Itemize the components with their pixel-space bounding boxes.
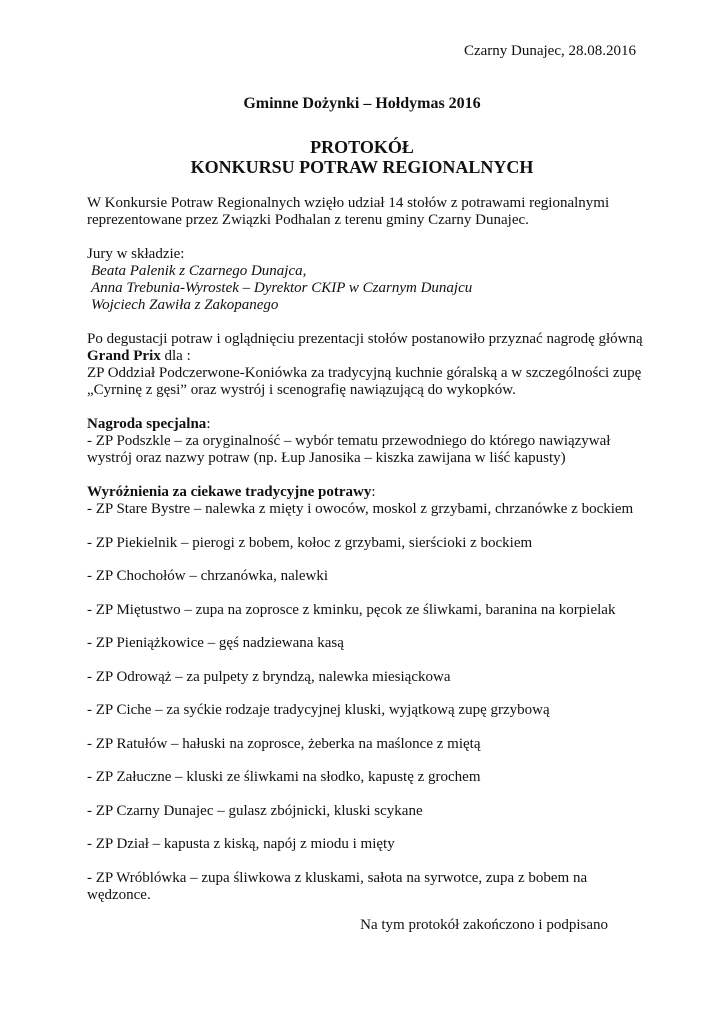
jury-member-1: Beata Palenik z Czarnego Dunajca,: [91, 263, 307, 279]
distinction-item-czarny-dunajec: - ZP Czarny Dunajec – gulasz zbójnicki, kluski scykane: [87, 802, 423, 819]
document-title-line-2: KONKURSU POTRAW REGIONALNYCH: [190, 157, 534, 177]
distinction-item-mietustwo: - ZP Miętustwo – zupa na zoprosce z kminku, pęcok ze śliwkami, baranina na korpielak: [87, 601, 616, 618]
document-date: Czarny Dunajec, 28.08.2016: [463, 43, 636, 59]
special-award-heading-line: [87, 416, 643, 433]
document-title: [0, 137, 724, 177]
grand-prix-section: [87, 331, 643, 399]
grand-prix-line-2: [87, 348, 643, 365]
grand-prix-label: Grand Prix: [87, 348, 161, 364]
distinction-item-odrowaz: - ZP Odrowąż – za pulpety z bryndzą, nalewka miesiąckowa: [87, 668, 451, 685]
distinction-item-stare-bystre: - ZP Stare Bystre – nalewka z mięty i owoców, moskol z grzybami, chrzanówke z bockiem: [87, 501, 634, 517]
distinctions-heading-suffix: :: [371, 484, 376, 500]
special-award-line-1: - ZP Podszkle – za oryginalność – wybór tematu przewodniego do którego nawiązywał: [87, 433, 611, 449]
distinction-item-dzial: - ZP Dział – kapusta z kiską, napój z miodu i mięty: [87, 836, 395, 852]
distinction-item-wroblowka-line-2: wędzonce.: [87, 886, 151, 903]
intro-line-2: reprezentowane przez Związki Podhalan z terenu gminy Czarny Dunajec.: [87, 212, 529, 228]
special-award-line-2: wystrój oraz nazwy potraw (np. Łup Janosika – kiszka zawijana w liść kapusty): [87, 450, 566, 466]
grand-prix-line-4: „Cyrninę z gęsi” oraz wystrój i scenografię nawiązującą do wykopków.: [87, 382, 516, 398]
distinction-item-zaluczne: - ZP Załuczne – kluski ze śliwkami na słodko, kapustę z grochem: [87, 769, 481, 785]
grand-prix-line-1: Po degustacji potraw i oglądnięciu prezentacji stołów postanowiło przyznać nagrodę główną: [87, 331, 643, 347]
grand-prix-line-3: ZP Oddział Podczerwone-Koniówka za tradycyjną kuchnie góralską a w szczególności zupę: [87, 365, 642, 381]
distinction-item-wroblowka-line-1: - ZP Wróblówka – zupa śliwkowa z kluskami, sałota na syrwotce, zupa z bobem na: [87, 869, 588, 886]
distinctions-section: [87, 484, 643, 904]
document-title-line-1: PROTOKÓŁ: [310, 137, 414, 157]
distinctions-heading-line: [87, 484, 643, 501]
distinction-item-chocholow: - ZP Chochołów – chrzanówka, nalewki: [87, 568, 329, 584]
intro-line-1: W Konkursie Potraw Regionalnych wzięło udział 14 stołów z potrawami regionalnymi: [87, 195, 610, 211]
distinction-item-ciche: - ZP Ciche – za syćkie rodzaje tradycyjnej kluski, wyjątkową zupę grzybową: [87, 702, 550, 718]
grand-prix-label-suffix: dla :: [160, 348, 191, 364]
distinction-item-pieniazkowice: - ZP Pieniążkowice – gęś nadziewana kasą: [87, 635, 344, 651]
closing-statement: Na tym protokół zakończono i podpisano: [360, 917, 608, 933]
jury-member-2: Anna Trebunia-Wyrostek – Dyrektor CKIP w Czarnym Dunajcu: [91, 280, 473, 296]
distinction-item-ratulow: - ZP Ratułów – hałuski na zoprosce, żeberka na maślonce z miętą: [87, 735, 481, 752]
intro-paragraph: [87, 195, 643, 229]
document-body: [87, 195, 643, 904]
jury-heading: Jury w składzie:: [87, 246, 185, 262]
special-award-heading-suffix: :: [206, 416, 211, 432]
special-award-heading: Nagroda specjalna: [87, 416, 207, 432]
distinction-item-piekielnik: - ZP Piekielnik – pierogi z bobem, kołoc z grzybami, sierścioki z bockiem: [87, 534, 533, 551]
event-title: Gminne Dożynki – Hołdymas 2016: [243, 95, 481, 112]
special-award-section: [87, 416, 643, 467]
jury-member-3: Wojciech Zawiła z Zakopanego: [91, 297, 279, 313]
distinctions-heading: Wyróżnienia za ciekawe tradycyjne potrawy: [87, 484, 372, 500]
jury-section: [87, 246, 643, 314]
